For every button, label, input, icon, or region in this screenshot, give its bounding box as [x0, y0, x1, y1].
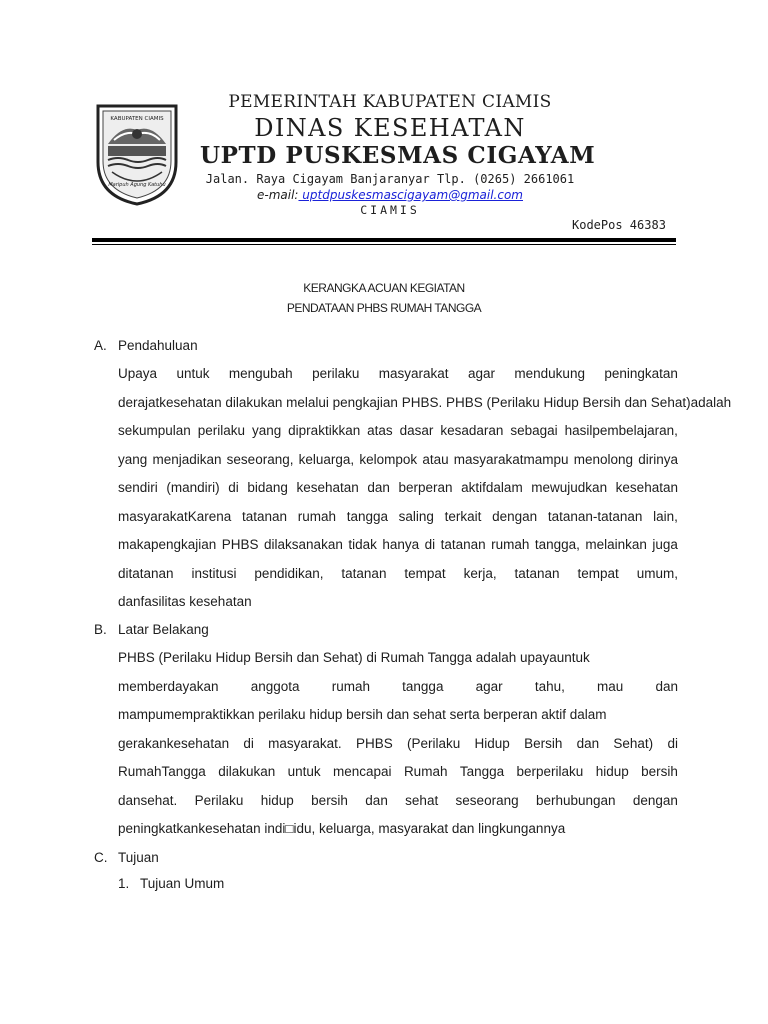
section-b-heading: B. Latar Belakang	[94, 622, 209, 637]
document-title: KERANGKA ACUAN KEGIATAN	[303, 281, 465, 295]
section-c-heading: C. Tujuan	[94, 850, 159, 865]
paragraph-line: gerakankesehatan di masyarakat. PHBS (Perilaku Hidup Bersih dan Sehat) di	[118, 735, 678, 751]
paragraph-line: mampumempraktikkan perilaku hidup bersih dan sehat serta berperan aktif dalam	[118, 707, 607, 722]
letterhead-government: PEMERINTAH KABUPATEN CIAMIS	[228, 92, 552, 112]
paragraph-line: derajatkesehatan dilakukan melalui pengkajian PHBS. PHBS (Perilaku Hidup Bersih dan Sehat)adalah	[118, 394, 732, 410]
letterhead-email-line	[200, 188, 580, 202]
paragraph-line: sendiri (mandiri) di bidang kesehatan dan berperan aktifdalam mewujudkan kesehatan	[118, 480, 678, 495]
letterhead-address: Jalan. Raya Cigayam Banjaranyar Tlp. (0265) 2661061	[205, 172, 575, 186]
section-a-heading: A. Pendahuluan	[94, 338, 198, 353]
paragraph-line: makapengkajian PHBS dilaksanakan tidak hanya di tatanan rumah tangga, melainkan juga	[118, 537, 678, 552]
letterhead-institution: UPTD PUSKESMAS CIGAYAM	[200, 142, 596, 169]
subsection-tujuan-umum: 1. Tujuan Umum	[118, 876, 225, 891]
postal-code: KodePos 46383	[572, 218, 666, 232]
paragraph-line: PHBS (Perilaku Hidup Bersih dan Sehat) di Rumah Tangga adalah upayauntuk	[118, 650, 590, 665]
email-link[interactable]: uptdpuskesmascigayam@gmail.com	[298, 188, 523, 202]
letterhead-rule-thin	[92, 244, 676, 245]
paragraph-line: ditatanan institusi pendidikan, tatanan tempat kerja, tatanan tempat umum,	[118, 565, 678, 581]
paragraph-line: sekumpulan perilaku yang dipraktikkan atas dasar kesadaran sebagai hasilpembelajaran,	[118, 423, 678, 438]
paragraph-line: masyarakatKarena tatanan rumah tangga saling terkait dengan tatanan-tatanan lain,	[118, 508, 678, 524]
paragraph-line: danfasilitas kesehatan	[118, 594, 252, 609]
paragraph-line: memberdayakan anggota rumah tangga agar tahu, mau dan	[118, 678, 678, 694]
letterhead-rule-thick	[92, 238, 676, 242]
paragraph-line: yang menjadikan seseorang, keluarga, kelompok atau masyarakatmampu menolong dirinya	[118, 451, 678, 467]
document-subtitle: PENDATAAN PHBS RUMAH TANGGA	[286, 301, 482, 315]
district-emblem-logo	[94, 100, 180, 206]
letterhead-department: DINAS KESEHATAN	[254, 114, 526, 142]
paragraph-line: dansehat. Perilaku hidup bersih dan sehat seseorang berhubungan dengan	[118, 792, 678, 808]
paragraph-line: RumahTangga dilakukan untuk mencapai Rumah Tangga berperilaku hidup bersih	[118, 764, 678, 779]
paragraph-line: Upaya untuk mengubah perilaku masyarakat agar mendukung peningkatan	[118, 366, 678, 381]
paragraph-line: peningkatkankesehatan indi□idu, keluarga, masyarakat dan lingkungannya	[118, 821, 566, 836]
logo-text-bottom: Maripuh Agung Katuhu	[108, 182, 166, 188]
letterhead-city: CIAMIS	[360, 203, 420, 217]
logo-text-top: KABUPATEN CIAMIS	[110, 116, 164, 122]
email-label: e-mail:	[257, 188, 299, 202]
